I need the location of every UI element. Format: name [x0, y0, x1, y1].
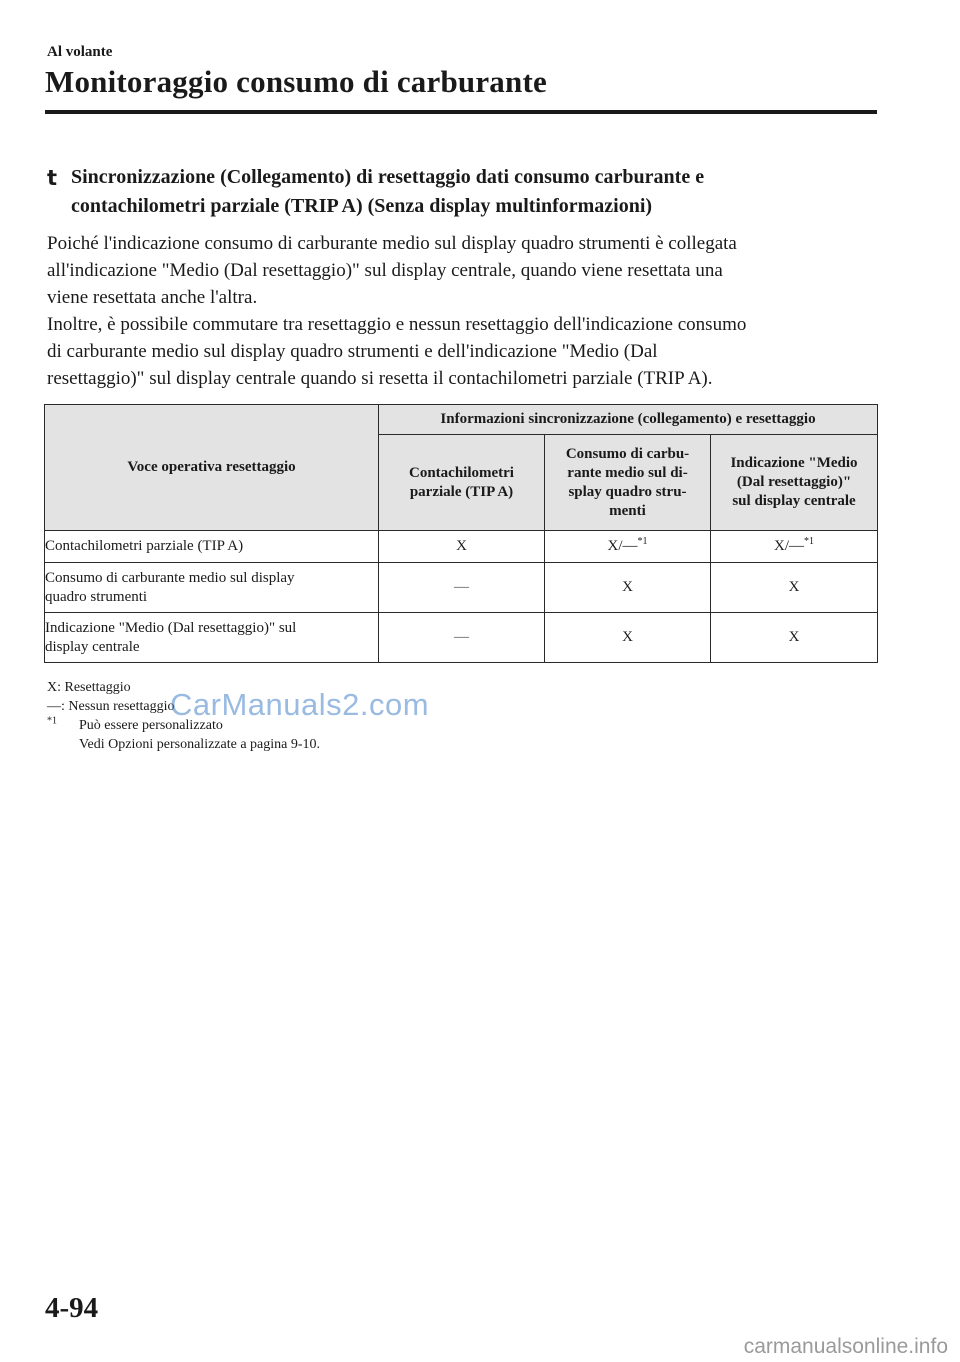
subheader-line: (Dal resettaggio)" [736, 474, 852, 490]
legend-no-reset: —: Nessun resettaggio [47, 699, 175, 714]
body-line: resettaggio)" sul display centrale quando si resetta il contachilometri parziale (TRIP A). [47, 368, 713, 389]
cell-value: — [379, 613, 545, 663]
section-heading-line: Sincronizzazione (Collegamento) di resettaggio dati consumo carburante e [71, 166, 705, 188]
cell-value: X [545, 563, 711, 613]
table-row [45, 531, 878, 563]
table-subheader-trip [379, 435, 545, 531]
table-row [45, 613, 878, 663]
cell-value: X [711, 613, 878, 663]
body-line: Poiché l'indicazione consumo di carburante medio sul display quadro strumenti è collegata [47, 233, 737, 254]
cell-value [711, 531, 878, 563]
title-divider [45, 110, 877, 114]
subheader-line: splay quadro stru- [568, 483, 687, 500]
subheader-line: sul display centrale [732, 493, 856, 509]
section-heading [71, 163, 871, 221]
subheader-line: Consumo di carbu- [565, 445, 690, 462]
row-label [45, 613, 379, 663]
body-line: Inoltre, è possibile commutare tra resettaggio e nessun resettaggio dell'indicazione consumo [47, 314, 747, 335]
body-line: all'indicazione "Medio (Dal resettaggio)" sul display centrale, quando viene resettata una [47, 260, 723, 281]
table-row [45, 563, 878, 613]
watermark-footer: carmanualsonline.info [743, 1335, 948, 1358]
body-line: viene resettata anche l'altra. [47, 287, 258, 308]
row-label-line: Indicazione "Medio (Dal resettaggio)" sul [45, 619, 297, 636]
body-line: di carburante medio sul display quadro strumenti e dell'indicazione "Medio (Dal [47, 341, 658, 362]
cell-value: X [711, 563, 878, 613]
table-subheader-average-consumption [545, 435, 711, 531]
footnote-ref: *1 [804, 536, 815, 547]
page-number: 4-94 [45, 1292, 99, 1324]
watermark-logo: CarManuals2.com [170, 687, 430, 722]
table-header-group: Informazioni sincronizzazione (collegamento) e resettaggio [379, 405, 878, 435]
row-label [45, 563, 379, 613]
cell-text: X/— [774, 538, 805, 554]
legend-page-reference: Vedi Opzioni personalizzate a pagina 9-10. [79, 737, 321, 752]
subheader-line: rante medio sul di- [567, 464, 688, 481]
cell-text: X/— [607, 538, 638, 554]
row-label: Contachilometri parziale (TIP A) [45, 531, 379, 563]
table-header-operation: Voce operativa resettaggio [45, 405, 379, 531]
cell-value [545, 531, 711, 563]
cell-value: — [379, 563, 545, 613]
body-text [47, 230, 887, 392]
subheader-line: Indicazione "Medio [730, 455, 858, 471]
subheader-line: Contachilometri [409, 464, 514, 481]
section-heading-line: contachilometri parziale (TRIP A) (Senza display multinformazioni) [71, 195, 653, 217]
footnote-ref: *1 [637, 536, 648, 547]
row-label-line: Consumo di carburante medio sul display [45, 569, 295, 586]
cell-value: X [545, 613, 711, 663]
table-subheader-center-display [711, 435, 878, 531]
footnote-mark: *1 [47, 715, 57, 727]
footnote-text: Può essere personalizzato [79, 718, 223, 733]
row-label-line: display centrale [45, 638, 140, 655]
row-label-line: quadro strumenti [45, 588, 148, 605]
legend-reset: X: Resettaggio [47, 680, 131, 695]
subheader-line: menti [609, 502, 646, 519]
section-label: Al volante [47, 44, 113, 60]
cell-value: X [379, 531, 545, 563]
bullet-icon: t [47, 166, 58, 190]
page-title: Monitoraggio consumo di carburante [45, 64, 547, 99]
sync-table [44, 404, 878, 663]
subheader-line: parziale (TIP A) [409, 483, 514, 500]
